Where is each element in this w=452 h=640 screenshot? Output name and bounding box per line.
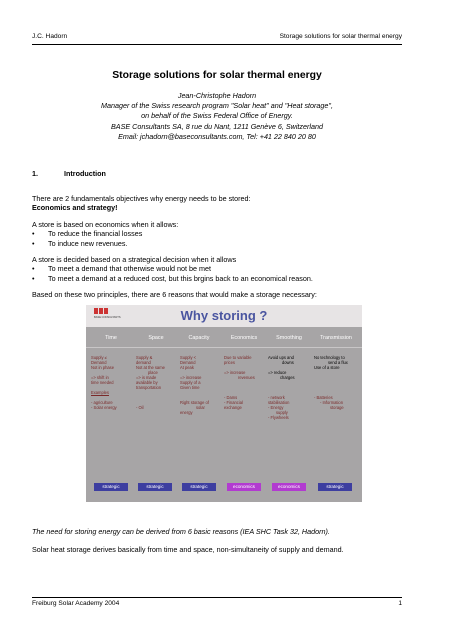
page-header — [32, 33, 402, 45]
economics-block — [32, 220, 402, 248]
page-footer — [32, 597, 402, 609]
column-economics-body: Due to variable prices => increase revenues - Dams - Financial exchange — [224, 355, 255, 410]
strategic-block — [32, 255, 402, 283]
list-item: • To induce new revenues. — [32, 238, 128, 248]
list-item: • To meet a demand at a reduced cost, but this brgins back to an economical reason. — [32, 273, 313, 283]
slide-column-headers — [86, 332, 362, 348]
document-title: Storage solutions for solar thermal energy — [112, 70, 322, 81]
bullet: • — [32, 238, 35, 248]
affiliation-line: Jean-Christophe Hadorn — [177, 91, 257, 100]
closing-paragraph: Solar heat storage derives basically from time and space, non-simultaneity of supply and demand. — [32, 545, 344, 554]
column-header-smoothing: Smoothing — [276, 335, 302, 341]
tag-strategic: strategic — [182, 483, 216, 491]
column-header-time: Time — [105, 335, 117, 341]
logo-text: BASE CONSULTANTS — [94, 316, 121, 319]
tag-economics: economics — [227, 483, 261, 491]
column-header-space: Space — [148, 335, 164, 341]
intro-emphasis: Economics and strategy! — [32, 203, 118, 213]
column-header-capacity: Capacity — [188, 335, 210, 341]
intro-paragraph — [32, 194, 402, 213]
affiliation-line: Manager of the Swiss research program "Solar heat" and "Heat storage", — [101, 101, 333, 111]
section-title: Introduction — [64, 169, 106, 178]
list-item: • To reduce the financial losses — [32, 229, 143, 239]
tag-strategic: strategic — [318, 483, 352, 491]
section-number: 1. — [32, 169, 38, 178]
author-affiliation — [32, 91, 402, 142]
tag-economics: economics — [272, 483, 306, 491]
list-item: • To meet a demand that otherwise would not be met — [32, 264, 212, 274]
strategic-lead: A store is decided based on a strategical decision when it allows — [32, 255, 237, 264]
bullet: • — [32, 264, 35, 274]
column-time-body: Supply ≠ Demand Not in phase => shift in time needed Examples - agriculture - Solar energy — [91, 355, 117, 410]
tag-strategic: strategic — [138, 483, 172, 491]
bullet: • — [32, 229, 35, 239]
intro-line: There are 2 fundamentals objectives why energy needs to be stored: — [32, 194, 251, 203]
six-reasons-paragraph: Based on these two principles, there are 6 reasons that would make a storage necessary: — [32, 290, 317, 299]
header-running-title: Storage solutions for solar thermal energy — [279, 33, 402, 40]
column-header-transmission: Transmission — [320, 335, 352, 341]
column-capacity-body: Supply < Demand At peak => increase Supply of a Given time Right storage of solar energy — [180, 355, 209, 415]
affiliation-line: Email: jchadorn@baseconsultants.com, Tel: +41 22 840 20 80 — [118, 131, 316, 141]
footer-left: Freiburg Solar Academy 2004 — [32, 600, 120, 607]
column-space-body: Supply & demand Not at the same place => is made available by transportation - Oil — [136, 355, 165, 410]
slide-banner — [86, 305, 362, 327]
tag-strategic: strategic — [94, 483, 128, 491]
column-transmission-body: No technology to send a flux Use of a store - Batteries - Information storage — [314, 355, 348, 410]
page-number: 1 — [398, 600, 402, 607]
header-author: J.C. Hadorn — [32, 33, 68, 40]
affiliation-line: BASE Consultants SA, 8 rue du Nant, 1211 Genève 6, Switzerland — [110, 121, 324, 131]
section-heading — [32, 169, 402, 178]
why-storing-slide — [86, 305, 362, 502]
bullet: • — [32, 273, 35, 283]
economics-lead: A store is based on economics when it allows: — [32, 220, 179, 229]
column-header-economics: Economics — [230, 335, 258, 341]
affiliation-line: on behalf of the Swiss Federal Office of Energy. — [141, 111, 293, 121]
slide-title: Why storing ? — [180, 308, 268, 323]
column-smoothing-body: Avoid ups and downs => reduce charges - network stabilisation - Energy supply - Flywheels — [268, 355, 295, 420]
figure-caption: The need for storing energy can be derived from 6 basic reasons (IEA SHC Task 32, Hadorn). — [32, 527, 330, 536]
